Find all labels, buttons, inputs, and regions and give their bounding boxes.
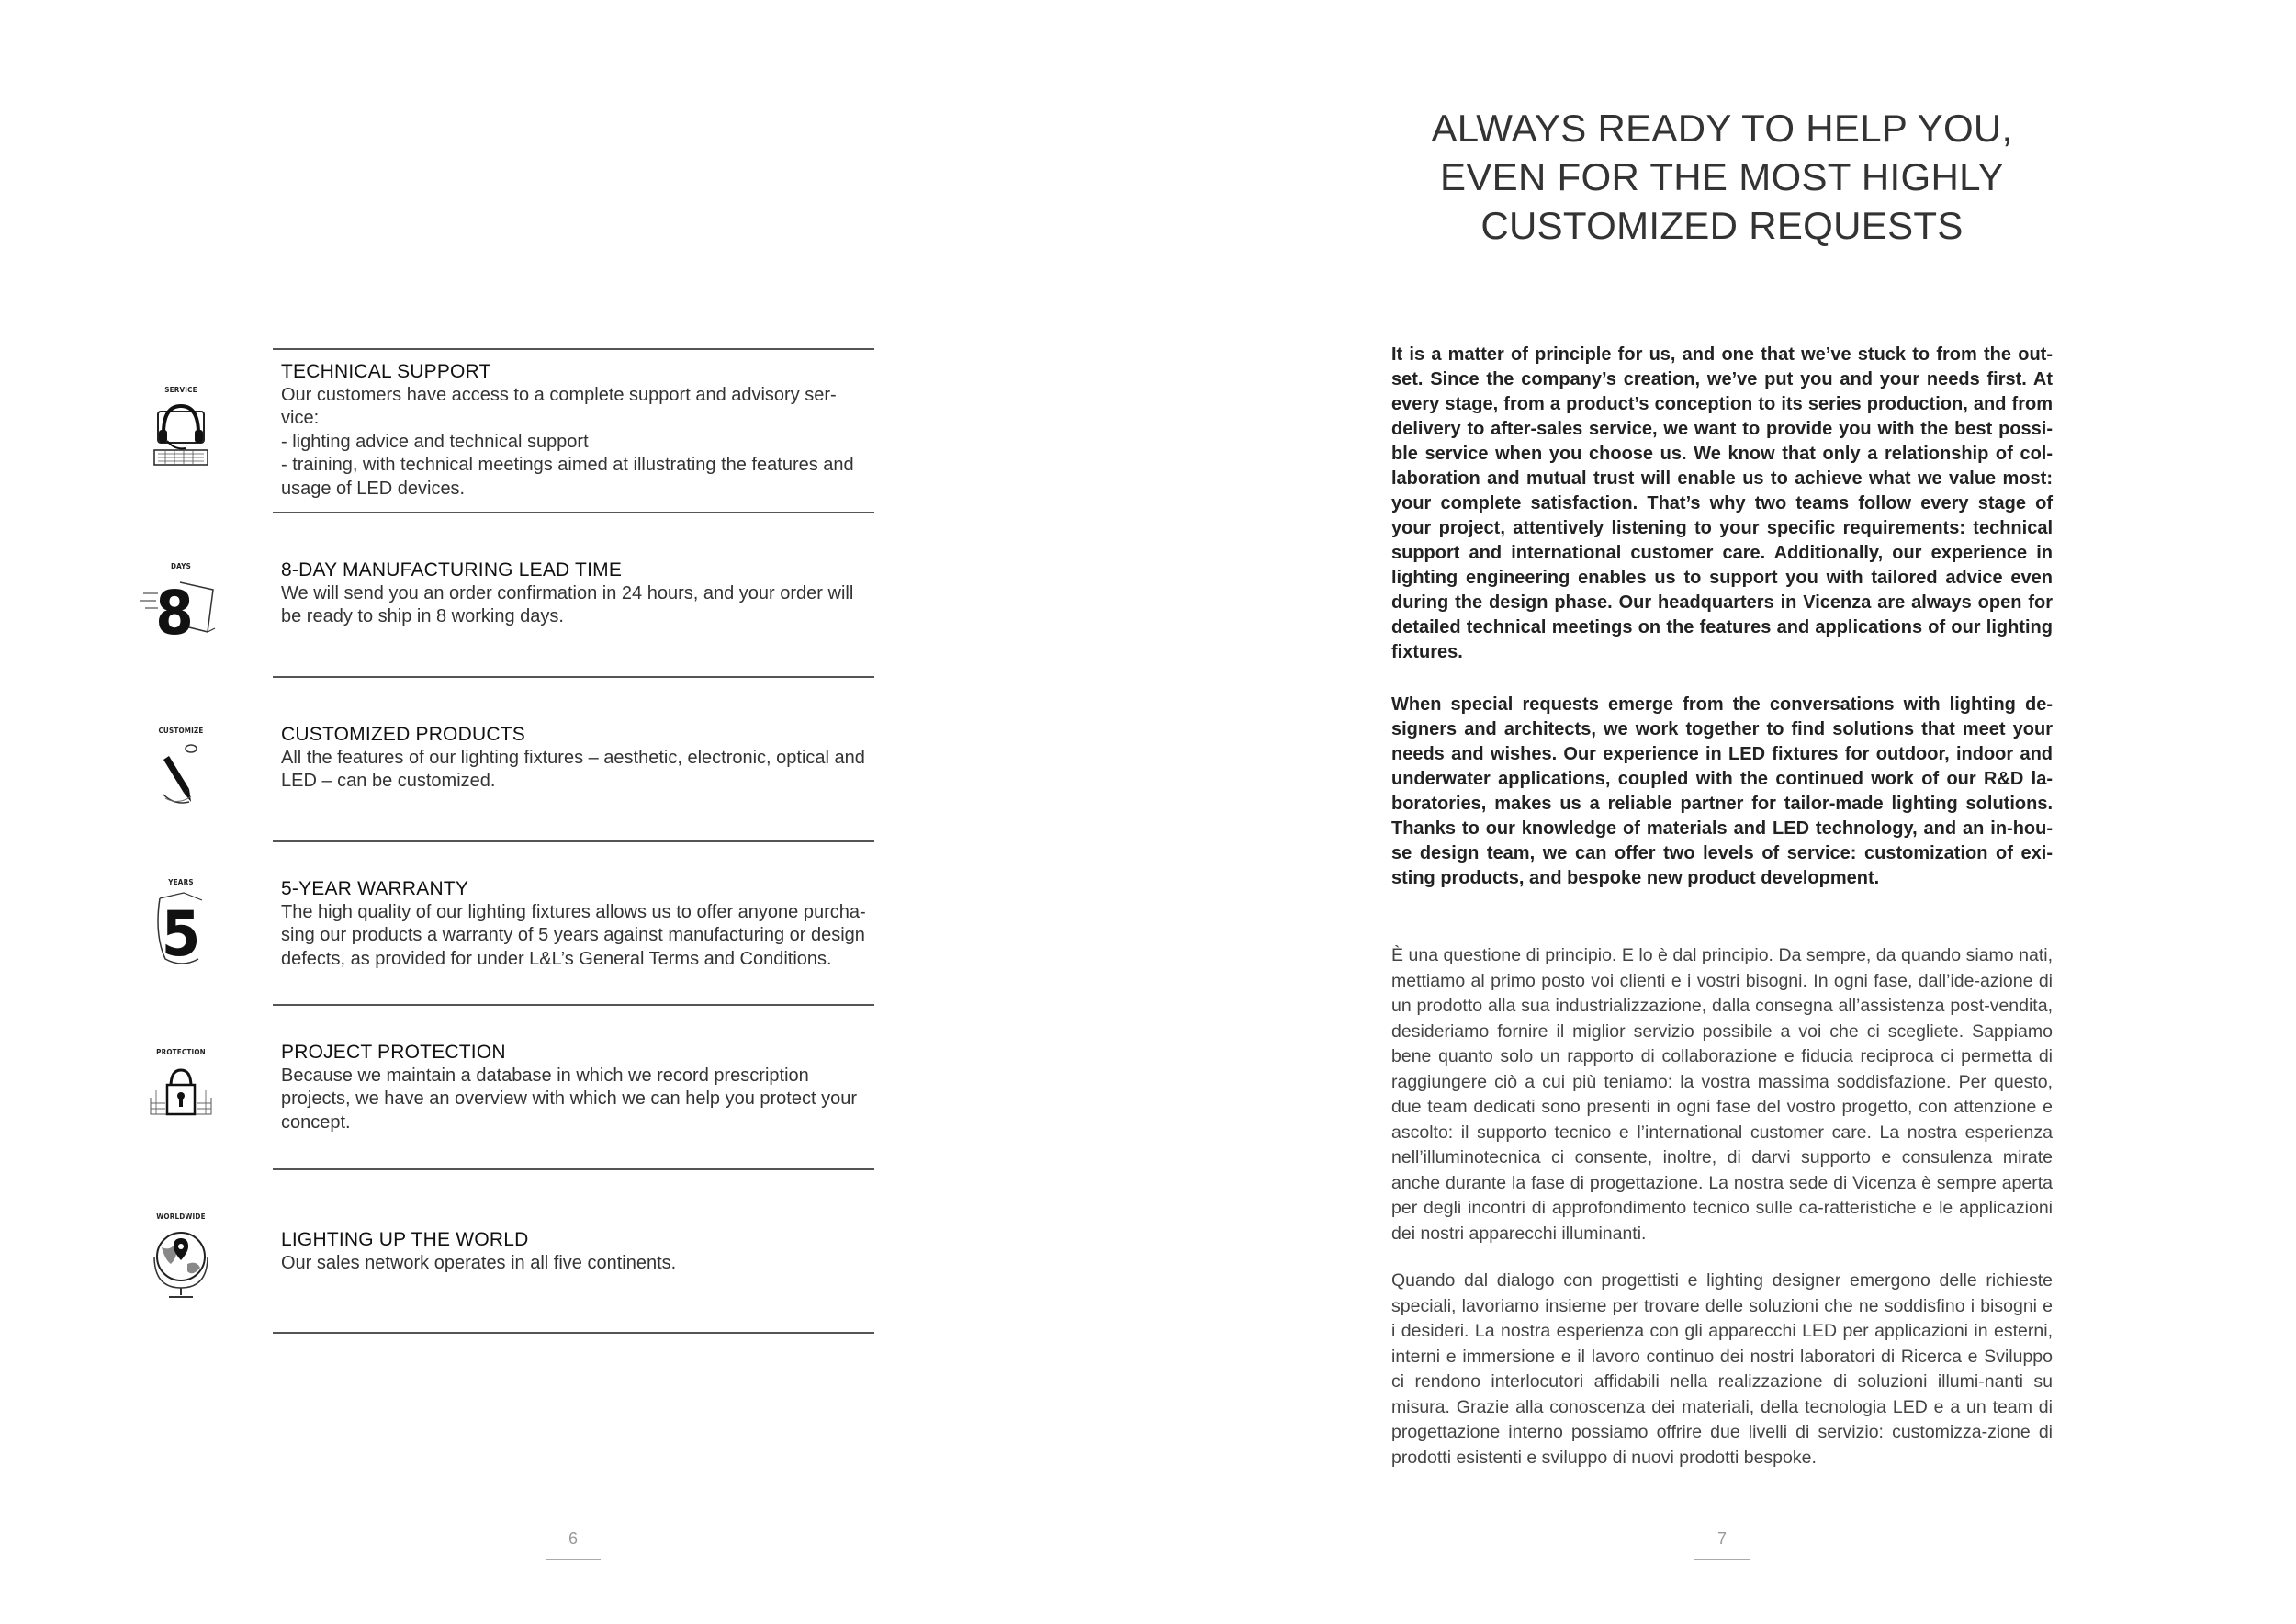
english-paragraph: It is a matter of principle for us, and one that we’ve stuck to from the out-set. Since the company’s creation, we’ve put you and your needs first. At every stage, from a product’s conception to its series production, and from delivery to after-sales service, we want to provide you with the best possi-ble service when you choose us. We know that only a relationship of col-laboration and mutual trust will enable us to achieve what we value most: your complete satisfaction. That’s why two teams follow every stage of your project, attentively listening to your specific requirements: technical support and international customer care. Additionally, our experience in lighting engineering enables us to support you with tailored advice even during the design phase. Our headquarters in Vicenza are always open for detailed technical meetings on the features and applications of our lighting fixtures.: [1391, 344, 2053, 662]
section-description: All the features of our lighting fixtures – aesthetic, electronic, optical and LED – can be customized.: [281, 747, 865, 791]
section-title: 5-YEAR WARRANTY: [281, 878, 469, 899]
section-description: Because we maintain a database in which we record prescription projects, we have an overview with which we can help you protect your concept.: [281, 1065, 857, 1133]
section-divider: [273, 840, 874, 842]
protection-badge: [147, 1048, 215, 1149]
section-description: Our customers have access to a complete support and advisory ser- vice: - lighting advice and technical support - training, with technical meetings aimed at illustrating the features and usage of LED devices.: [281, 384, 854, 499]
page-number-rule: [546, 1559, 601, 1560]
globe-icon: [147, 1224, 215, 1303]
section-divider: [273, 676, 874, 678]
section-project-protection: [281, 1041, 867, 1134]
icon-caption: CUSTOMIZE: [158, 727, 204, 735]
section-title: 8-DAY MANUFACTURING LEAD TIME: [281, 559, 623, 581]
section-title: CUSTOMIZED PRODUCTS: [281, 724, 525, 745]
icon-caption: DAYS: [171, 562, 191, 570]
section-title: LIGHTING UP THE WORLD: [281, 1229, 529, 1250]
italian-paragraph: È una questione di principio. E lo è dal principio. Da sempre, da quando siamo nati, mettiamo al primo posto voi clienti e i vostri bisogni. In ogni fase, dall’ide-azione di un prodotto alla sua industrializzazione, dalla consegna all’assistenza post-vendita, desideriamo fornire il miglior servizio possibile a voi che ci scegliete. Sappiamo bene quanto solo un rapporto di collaborazione e fiducia reciproca ci permetta di raggiungere ciò a cui più teniamo: la vostra massima soddisfazione. Per questo, due team dedicati sono presenti in ogni fase del vostro progetto, con attenzione e ascolto: il supporto tecnico e l’international customer care. La nostra esperienza nell’illuminotecnica ci consente, inoltre, di darvi supporto e consulenza mirate anche durante la fase di progettazione. La nostra sede di Vicenza è sempre aperta per degli incontri di approfondimento tecnico sulle ca-ratteristiche e le applicazioni dei nostri apparecchi illuminanti.: [1391, 945, 2053, 1244]
headset-icon: [147, 397, 215, 485]
section-lead-time: [281, 558, 867, 629]
page-number-left: 6: [568, 1529, 578, 1548]
years-badge: [147, 878, 215, 979]
section-technical-support: [281, 360, 867, 501]
section-divider: [273, 1004, 874, 1006]
headline-line: EVEN FOR THE MOST HIGHLY: [1440, 155, 2004, 198]
headline-line: CUSTOMIZED REQUESTS: [1480, 204, 1964, 247]
eight-numeral: 8: [155, 578, 194, 648]
five-numeral: 5: [161, 898, 201, 971]
padlock-icon: [147, 1059, 215, 1123]
customize-badge: [147, 727, 215, 828]
headline-line: ALWAYS READY TO HELP YOU,: [1431, 107, 2013, 150]
section-title: PROJECT PROTECTION: [281, 1042, 506, 1063]
page-headline: [1378, 104, 2066, 250]
section-divider: [273, 1168, 874, 1170]
section-warranty: [281, 877, 867, 971]
icon-caption: YEARS: [168, 878, 194, 886]
page-number-rule: [1694, 1559, 1750, 1560]
section-divider: [273, 348, 874, 350]
eight-days-icon: [140, 573, 222, 656]
service-badge: [147, 386, 215, 487]
pen-icon: [147, 738, 215, 811]
italian-paragraph: Quando dal dialogo con progettisti e lighting designer emergono delle richieste speciali, lavoriamo insieme per trovare delle soluzioni che ne soddisfino i bisogni e i desideri. La nostra esperienza con gli apparecchi LED per applicazioni in esterni, interni e immersione e il lavoro continuo dei nostri laboratori di Ricerca e Sviluppo ci rendono interlocutori affidabili nella realizzazione di soluzioni illumi-nanti su misura. Grazie alla conoscenza dei materiali, della tecnologia LED e a un team di progettazione interno possiamo offrire due livelli di servizio: customizza-zione di prodotti esistenti e sviluppo di nuovi prodotti bespoke.: [1391, 1270, 2053, 1468]
section-description: We will send you an order confirmation in 24 hours, and your order will be ready to ship in 8 working days.: [281, 582, 854, 626]
icon-caption: PROTECTION: [156, 1048, 206, 1056]
icon-caption: SERVICE: [164, 386, 197, 394]
section-worldwide: [281, 1228, 867, 1275]
section-divider: [273, 1332, 874, 1334]
five-years-icon: [147, 889, 215, 974]
section-title: TECHNICAL SUPPORT: [281, 361, 491, 382]
worldwide-badge: [147, 1212, 215, 1314]
english-paragraph: When special requests emerge from the conversations with lighting de-signers and architects, we work together to find solutions that meet your needs and wishes. Our experience in LED fixtures for outdoor, indoor and underwater applications, coupled with the continued work of our R&D la-boratories, makes us a reliable partner for tailor-made lighting solutions. Thanks to our knowledge of materials and LED technology, and an in-hou-se design team, we can offer two levels of service: customization of exi-sting products, and bespoke new product development.: [1391, 694, 2053, 888]
section-divider: [273, 512, 874, 513]
icon-caption: WORLDWIDE: [156, 1212, 206, 1221]
section-customized-products: [281, 723, 867, 794]
page-number-right: 7: [1716, 1529, 1727, 1548]
section-description: The high quality of our lighting fixtures allows us to offer anyone purcha- sing our products a warranty of 5 years against manufacturing or design defects, as provided for under L&L’s General Terms and Conditions.: [281, 901, 866, 969]
section-description: Our sales network operates in all five continents.: [281, 1252, 677, 1273]
days-badge: [147, 562, 215, 663]
